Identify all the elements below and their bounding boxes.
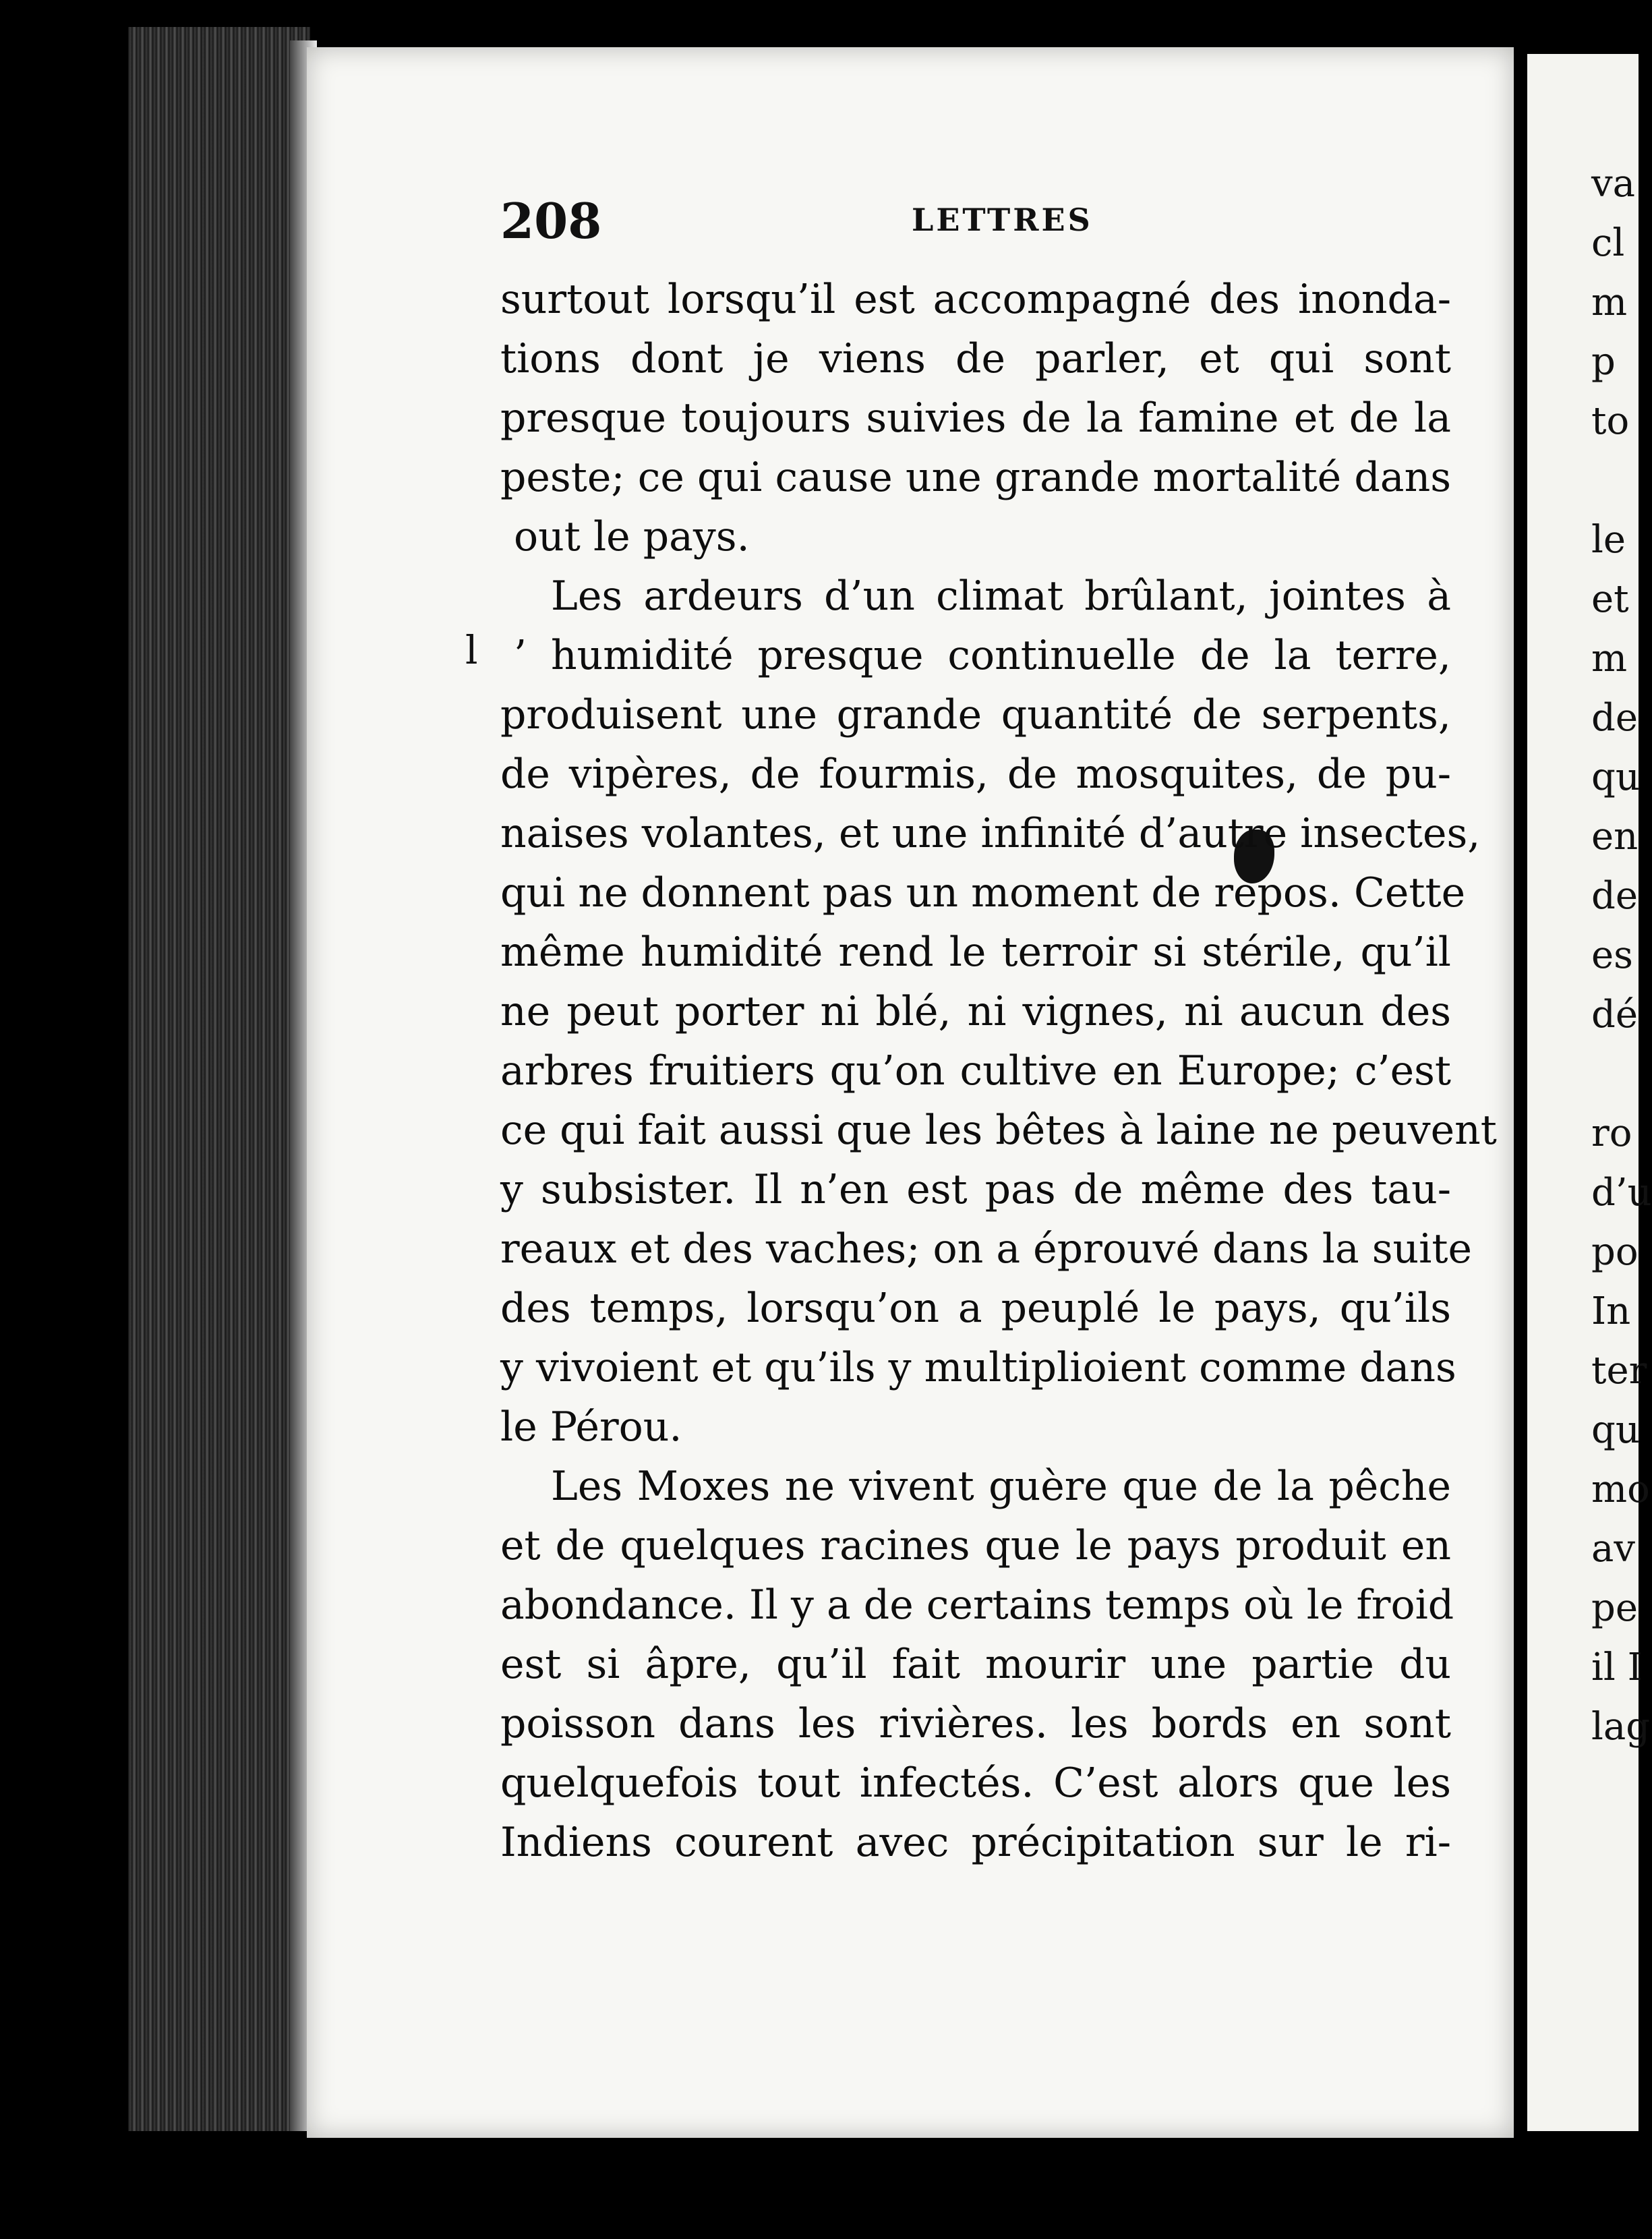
right-page-fragment: po [1591,1230,1639,1274]
right-page-fragment: In [1591,1289,1631,1333]
right-page-fragment: mo [1591,1467,1650,1511]
text-line: poisson dans les rivières. les bords en sont [500,1700,1451,1747]
right-page-fragment: m [1591,637,1628,680]
right-page-fragment: pe [1591,1586,1638,1630]
text-line: arbres fruitiers qu’on cultive en Europe; c’est [500,1047,1451,1095]
text-line: produisent une grande quantité de serpents, [500,691,1451,738]
text-line: le Pérou. [500,1403,682,1451]
text-line: presque toujours suivies de la famine et de la [500,395,1451,442]
running-head: LETTRES [912,202,1093,238]
right-page-fragment: le [1591,518,1626,562]
text-line: qui ne donnent pas un moment de repos. Cette [500,869,1466,917]
right-page-fragment: es [1591,933,1633,977]
right-page-fragment: il I [1591,1646,1643,1689]
right-page-fragment: lag [1591,1705,1651,1749]
page-header [500,192,1451,250]
right-page-fragment: qu [1591,1408,1640,1452]
text-line: ce qui fait aussi que les bêtes à laine ne peuvent [500,1107,1497,1154]
text-line: quelquefois tout infectés. C’est alors que les [500,1760,1451,1807]
text-line: Les Moxes ne vivent guère que de la pêche [551,1463,1451,1510]
text-line: surtout lorsqu’il est accompagné des inonda- [500,276,1451,323]
right-page-fragment: qu [1591,755,1640,799]
right-page-fragment: d’u [1591,1171,1652,1215]
right-page-fragment: cl [1591,221,1625,265]
right-page-fragment: de [1591,696,1638,740]
right-page-fragment: dé [1591,993,1638,1037]
right-page-fragment: p [1591,340,1616,384]
page-number: 208 [500,192,602,250]
text-line: de vipères, de fourmis, de mosquites, de pu- [500,751,1451,798]
text-line: et de quelques racines que le pays produit en [500,1522,1451,1569]
right-page-fragment: va [1591,162,1636,206]
text-line: tions dont je viens de parler, et qui sont [500,335,1451,382]
body-text [500,270,1497,1872]
text-line: y subsister. Il n’en est pas de même des tau- [500,1166,1451,1213]
right-page-fragment: en [1591,815,1639,859]
text-line: même humidité rend le terroir si stérile, qu’il [500,929,1451,976]
text-line: naises volantes, et une infinité d’autre insectes, [500,810,1481,857]
right-page-fragment: ro [1591,1111,1632,1155]
right-page-fragment: to [1591,399,1630,443]
text-line: ’ humidité presque continuelle de la terre, [514,632,1451,679]
right-page-fragment: de [1591,874,1638,918]
text-line: abondance. Il y a de certains temps où le froid [500,1581,1454,1629]
text-line: peste; ce qui cause une grande mortalité dans [500,454,1451,501]
right-page-edge [1527,54,1652,2131]
text-line: Indiens courent avec précipitation sur le ri- [500,1819,1451,1866]
text-line: reaux et des vaches; on a éprouvé dans la suite [500,1225,1472,1273]
right-page-fragment: ter [1591,1349,1647,1393]
margin-mark: l [465,627,478,673]
text-line: des temps, lorsqu’on a peuplé le pays, qu’ils [500,1285,1451,1332]
right-page-fragment: av [1591,1527,1636,1571]
text-line: y vivoient et qu’ils y multiplioient comme dans [500,1344,1456,1391]
text-line: est si âpre, qu’il fait mourir une partie du [500,1641,1451,1688]
text-line: Les ardeurs d’un climat brûlant, jointes à [551,573,1451,620]
book-spine [128,27,310,2131]
text-line: ne peut porter ni blé, ni vignes, ni aucun des [500,988,1451,1035]
right-page-fragment: m [1591,281,1628,324]
right-page-fragment: et [1591,577,1629,621]
text-line: out le pays. [514,513,750,560]
